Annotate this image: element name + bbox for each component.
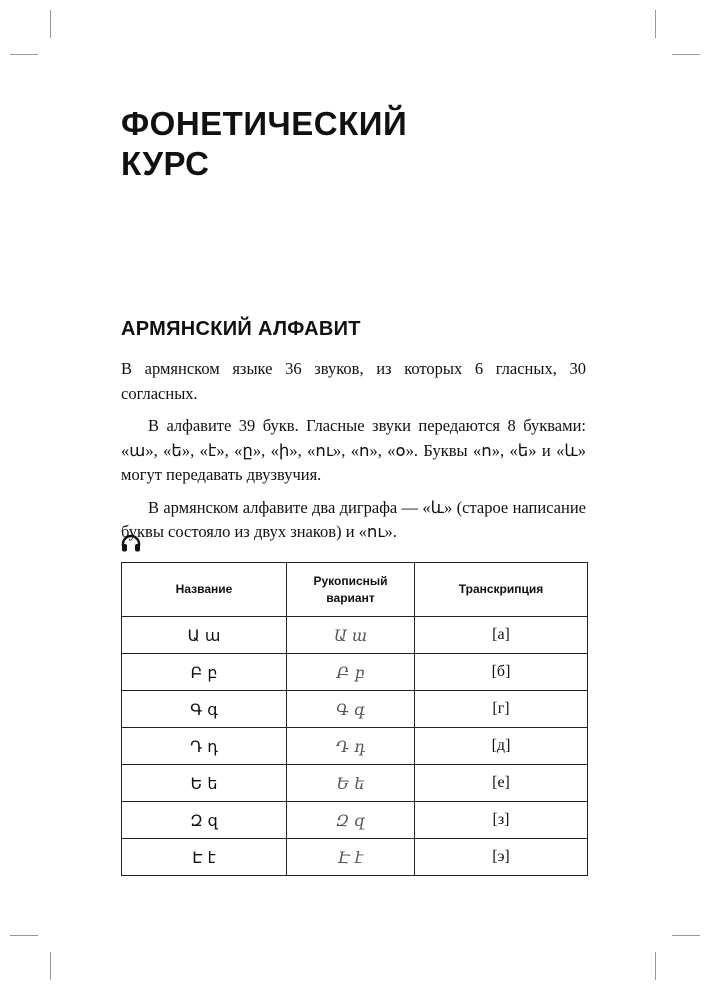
- table-row: [122, 839, 588, 876]
- crop-mark: [672, 935, 700, 936]
- table-header-row: [122, 563, 588, 617]
- table-row: [122, 728, 588, 765]
- paragraph-2: В алфавите 39 букв. Гласные звуки передаются 8 буквами: «ա», «ե», «է», «ը», «ի», «ու», «ո», «օ». Буквы «ո», «ե» и «և» могут передавать двузвучия.: [121, 416, 586, 484]
- letter-cell: Ա ա: [122, 617, 287, 654]
- headphones-icon[interactable]: [121, 534, 141, 552]
- transcription-cell: [з]: [415, 802, 588, 839]
- transcription-cell: [е]: [415, 765, 588, 802]
- letter-cell: Ե ե: [122, 765, 287, 802]
- section-title: АРМЯНСКИЙ АЛФАВИТ: [121, 318, 361, 340]
- transcription-cell: [э]: [415, 839, 588, 876]
- transcription-cell: [д]: [415, 728, 588, 765]
- crop-mark: [50, 10, 51, 38]
- letter-cell: Է է: [122, 839, 287, 876]
- transcription-cell: [б]: [415, 654, 588, 691]
- table-row: [122, 617, 588, 654]
- handwritten-cell: Ե ե: [287, 765, 415, 802]
- crop-mark: [50, 952, 51, 980]
- handwritten-cell: Է է: [287, 839, 415, 876]
- handwritten-cell: Բ բ: [287, 654, 415, 691]
- letter-cell: Բ բ: [122, 654, 287, 691]
- handwritten-cell: Ա ա: [287, 617, 415, 654]
- crop-mark: [655, 10, 656, 38]
- paragraph-3: В армянском алфавите два диграфа — «և» (старое написание буквы состояло из двух знаков) и «ու».: [121, 497, 586, 541]
- header-name: Название: [122, 563, 287, 617]
- table-row: [122, 654, 588, 691]
- title-line-1: ФОНЕТИЧЕСКИЙ: [121, 105, 408, 142]
- handwritten-cell: Զ զ: [287, 802, 415, 839]
- page-title: [121, 104, 407, 184]
- header-transcription: Транскрипция: [415, 563, 588, 617]
- header-handwritten: Рукописный вариант: [287, 563, 415, 617]
- table-row: [122, 802, 588, 839]
- alphabet-table: [121, 562, 588, 876]
- letter-cell: Դ դ: [122, 728, 287, 765]
- transcription-cell: [а]: [415, 617, 588, 654]
- crop-mark: [655, 952, 656, 980]
- crop-mark: [10, 935, 38, 936]
- body-text: [121, 357, 586, 553]
- title-line-2: КУРС: [121, 145, 210, 182]
- table-row: [122, 765, 588, 802]
- letter-cell: Գ գ: [122, 691, 287, 728]
- table-row: [122, 691, 588, 728]
- transcription-cell: [г]: [415, 691, 588, 728]
- handwritten-cell: Դ դ: [287, 728, 415, 765]
- paragraph-1: В армянском языке 36 звуков, из которых 6 гласных, 30 согласных.: [121, 359, 586, 403]
- crop-mark: [672, 54, 700, 55]
- letter-cell: Զ զ: [122, 802, 287, 839]
- handwritten-cell: Գ գ: [287, 691, 415, 728]
- crop-mark: [10, 54, 38, 55]
